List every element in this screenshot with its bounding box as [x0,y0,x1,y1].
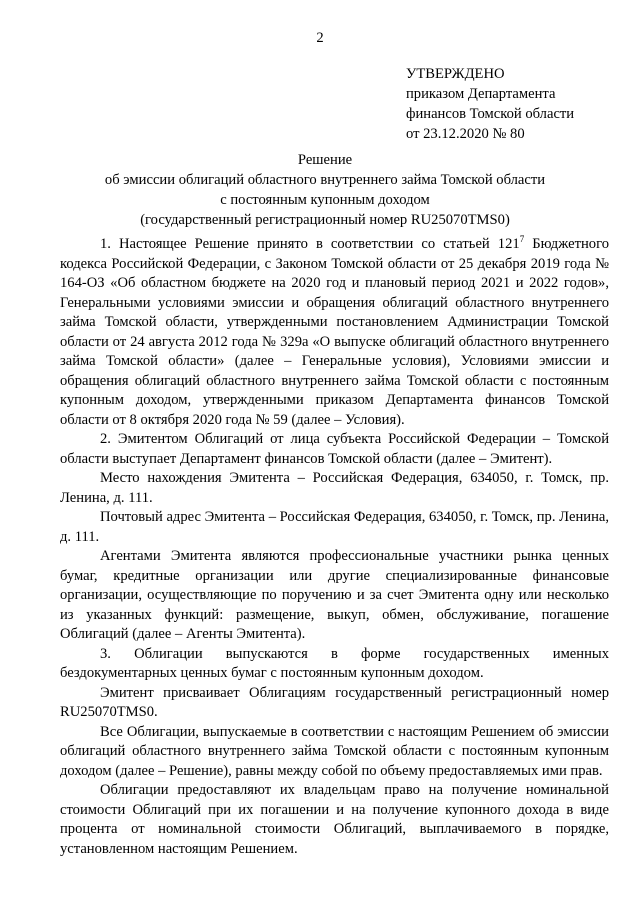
title-line: об эмиссии облигаций областного внутреннего займа Томской области [104,172,546,188]
approval-date: от 23.12.2020 № 80 [406,126,525,142]
paragraph-6: 3. Облигации выпускаются в форме государственных именных бездокументарных ценных бумаг с постоянным купонным доходом. [60,645,609,681]
title-line: Решение [297,152,353,168]
document-title [60,150,590,230]
page-number: 2 [316,30,324,46]
document-body [60,235,609,859]
paragraph-9: Облигации предоставляют их владельцам право на получение номинальной стоимости Облигаций при их погашении и на получение купонного дохода в виде процента от номинальной стоимости Облигаций, выплачиваемого в порядке, установленном настоящим Решением. [60,782,609,857]
title-line: с постоянным купонным доходом [220,192,430,208]
paragraph-2: 2. Эмитентом Облигаций от лица субъекта Российской Федерации – Томской области выступает Департамент финансов Томской области (далее – Эмитент). [60,431,609,467]
paragraph-7: Эмитент присваивает Облигациям государственный регистрационный номер RU25070TMS0. [60,684,609,720]
paragraph-4: Почтовый адрес Эмитента – Российская Федерация, 634050, г. Томск, пр. Ленина, д. 111. [60,509,609,545]
approval-line: приказом Департамента [406,86,556,102]
approval-stamp [406,64,574,144]
superscript: 7 [519,234,525,245]
paragraph-5: Агентами Эмитента являются профессиональные участники рынка ценных бумаг, кредитные организации или другие специализированные финансовые организации, осуществляющие по поручению и за счет Эмитента одну или несколько из указанных функций: размещение, выкуп, обмен, обслуживание, погашение Облигаций (далее – Агенты Эмитента). [60,548,609,642]
paragraph-8: Все Облигации, выпускаемые в соответствии с настоящим Решением об эмиссии облигаций областного внутреннего займа Томской области с постоянным купонным доходом (далее – Решение), равны между собой по объему предоставляемых ими прав. [60,723,609,779]
paragraph-3: Место нахождения Эмитента – Российская Федерация, 634050, г. Томск, пр. Ленина, д. 111. [60,470,609,506]
approval-heading: УТВЕРЖДЕНО [406,66,505,82]
approval-line: финансов Томской области [406,106,575,122]
paragraph-1: 1. Настоящее Решение принято в соответствии со статьей $121^7$ Бюджетного кодекса Российской Федерации, с Законом Томской области от 25 декабря 2019 года № 164-ОЗ «Об областном бюджете на 2020 год и плановый период 2021 и 2022 годов», Генеральными условиями эмиссии и обращения облигаций областного внутреннего займа Томской области, утвержденными постановлением Администрации Томской области от 24 августа 2012 года № 329а «О выпуске облигаций областного внутреннего займа Томской области» (далее – Генеральные условия), Условиями эмиссии и обращения облигаций областного внутреннего займа Томской области с постоянным купонным доходом, утвержденными приказом Департамента финансов Томской области от 8 октября 2020 года № 59 (далее – Условия). [60,234,609,428]
title-line: (государственный регистрационный номер RU25070TMS0) [140,212,510,228]
